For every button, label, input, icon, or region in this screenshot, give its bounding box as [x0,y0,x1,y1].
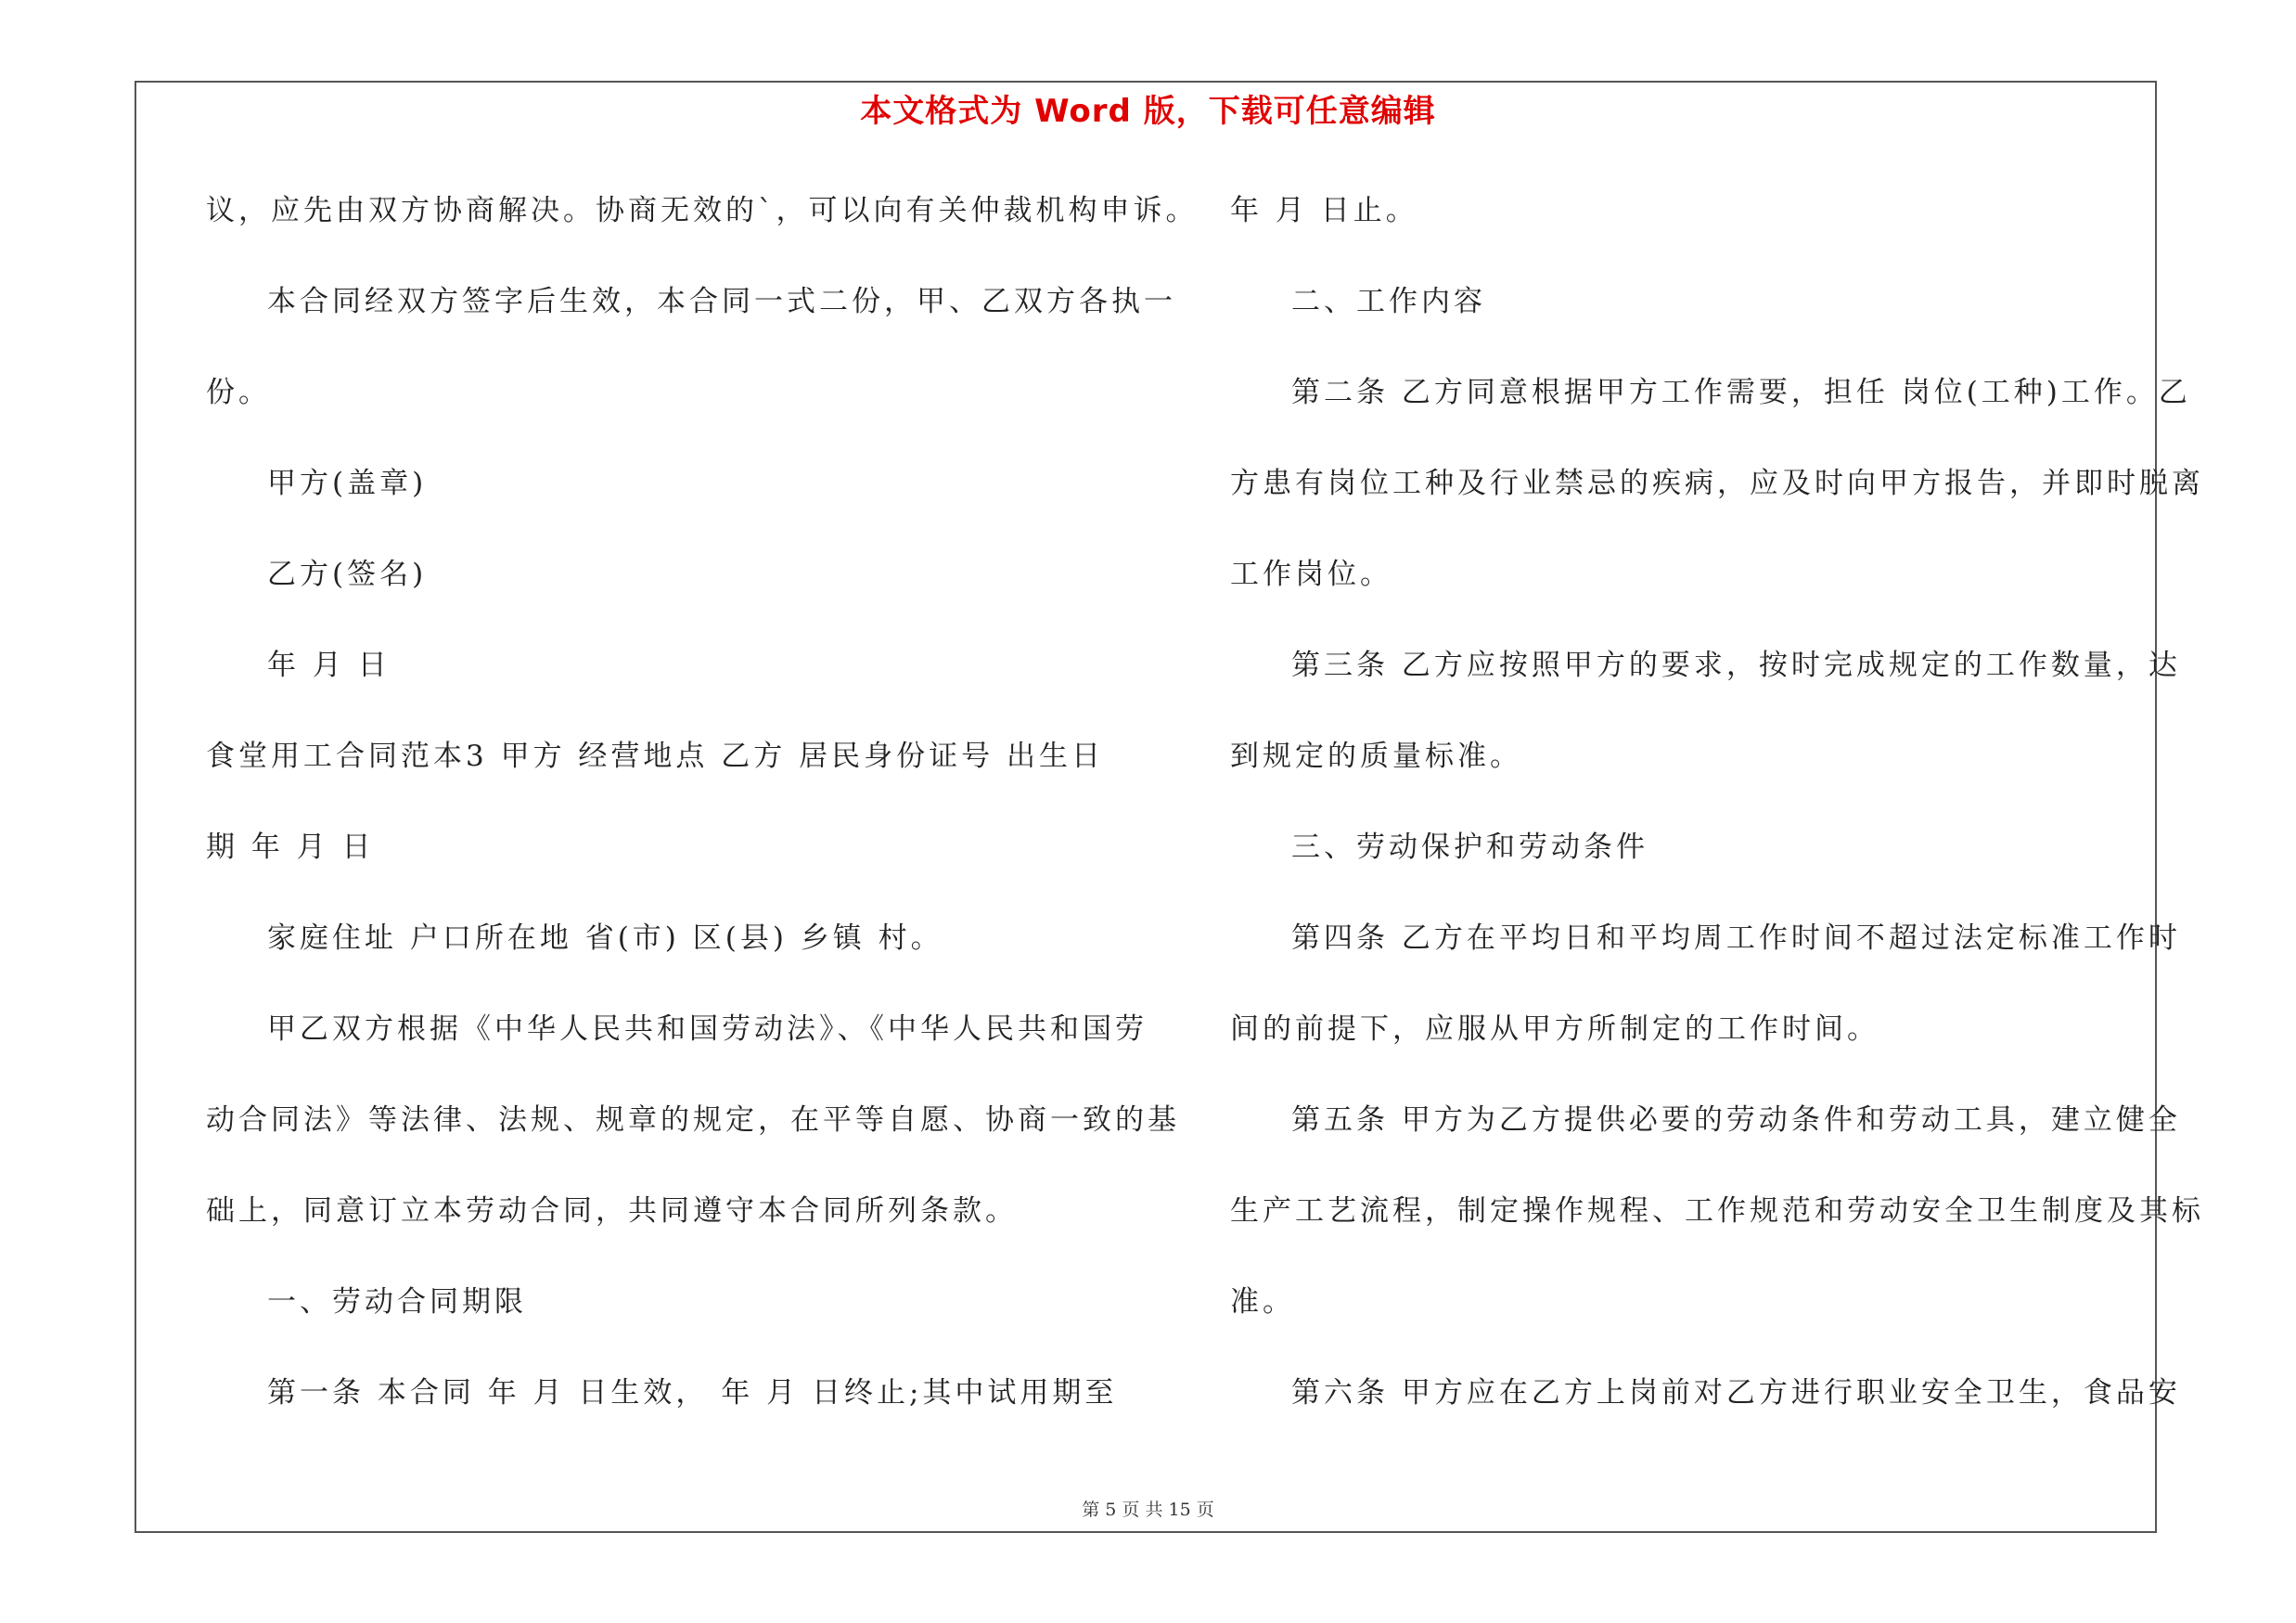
right-column [1230,182,2204,1455]
party-a-seal-line: 甲方(盖章) [267,467,428,500]
text-line: 议，应先由双方协商解决。协商无效的`，可以向有关仲裁机构申诉。 [206,194,1199,227]
text-line: 甲乙双方根据《中华人民共和国劳动法》、《中华人民共和国劳 [267,1012,1148,1046]
text-line: 第六条 甲方应在乙方上岗前对乙方进行职业安全卫生，食品安 [1291,1376,2181,1410]
text-line: 份。 [206,376,271,409]
contract-template-title: 食堂用工合同范本3 甲方 经营地点 乙方 居民身份证号 出生日 [206,740,1104,773]
text-line: 第四条 乙方在平均日和平均周工作时间不超过法定标准工作时 [1291,921,2181,955]
text-line: 准。 [1230,1285,1295,1319]
text-line: 到规定的质量标准。 [1230,740,1522,773]
text-line: 第三条 乙方应按照甲方的要求，按时完成规定的工作数量，达 [1291,649,2181,682]
section-heading: 三、劳动保护和劳动条件 [1291,831,1648,864]
text-line: 方患有岗位工种及行业禁忌的疾病，应及时向甲方报告，并即时脱离 [1230,467,2204,500]
text-line: 第二条 乙方同意根据甲方工作需要，担任 岗位(工种)工作。乙 [1291,376,2191,409]
word-format-notice: 本文格式为 Word 版，下载可任意编辑 [860,93,1436,130]
text-line: 第一条 本合同 年 月 日生效， 年 月 日终止;其中试用期至 [267,1376,1118,1410]
text-line: 期 年 月 日 [206,831,375,864]
text-line: 础上，同意订立本劳动合同，共同遵守本合同所列条款。 [206,1194,1018,1228]
left-column [206,182,1199,1455]
page-number: 第 5 页 共 15 页 [1082,1500,1214,1520]
text-line: 工作岗位。 [1230,558,1392,591]
text-line: 家庭住址 户口所在地 省(市) 区(县) 乡镇 村。 [267,921,943,955]
section-heading: 一、劳动合同期限 [267,1285,527,1319]
section-heading: 二、工作内容 [1291,285,1486,318]
text-line: 生产工艺流程，制定操作规程、工作规范和劳动安全卫生制度及其标 [1230,1194,2204,1228]
text-line: 间的前提下，应服从甲方所制定的工作时间。 [1230,1012,1879,1046]
text-line: 动合同法》等法律、法规、规章的规定，在平等自愿、协商一致的基 [206,1103,1180,1137]
party-b-sign-line: 乙方(签名) [267,558,428,591]
text-line: 年 月 日止。 [1230,194,1418,227]
text-line: 第五条 甲方为乙方提供必要的劳动条件和劳动工具，建立健全 [1291,1103,2181,1137]
text-line: 本合同经双方签字后生效，本合同一式二份，甲、乙双方各执一 [267,285,1176,318]
date-line: 年 月 日 [267,649,391,682]
